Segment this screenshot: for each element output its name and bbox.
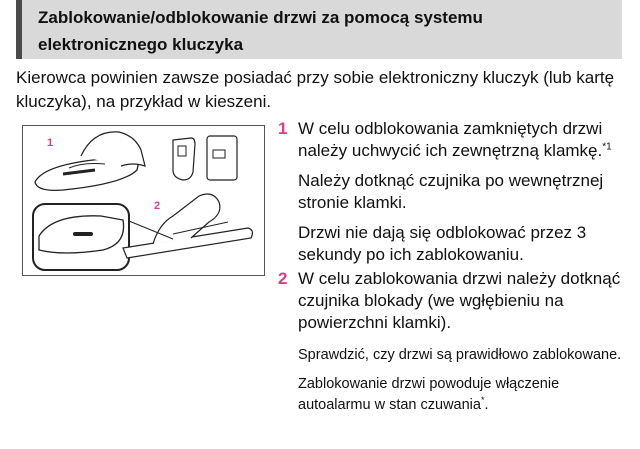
instructions-column bbox=[278, 118, 628, 416]
footnote-mark-star: * bbox=[480, 395, 485, 406]
door-handle-drawing bbox=[23, 126, 266, 277]
step-2 bbox=[278, 268, 628, 334]
note-alarm-text: Zablokowanie drzwi powoduje włączenie autoalarmu w stan czuwania bbox=[298, 376, 560, 413]
step-2-number: 2 bbox=[278, 269, 288, 288]
note-alarm bbox=[278, 374, 628, 416]
intro-paragraph: Kierowca powinien zawsze posiadać przy sobie elektroniczny kluczyk (lub kartę kluczyka), na przykład w kieszeni. bbox=[16, 68, 615, 111]
note-check-locked: Sprawdzić, czy drzwi są prawidłowo zablokowane. bbox=[298, 347, 622, 363]
step-2-text: W celu zablokowania drzwi należy dotknąć czujnika blokady (we wgłębieniu na powierzchni klamki). bbox=[298, 269, 621, 332]
note-alarm-end: . bbox=[484, 397, 489, 413]
step-1-detail-2: Drzwi nie dają się odblokować przez 3 sekundy po ich zablokowaniu. bbox=[298, 223, 587, 264]
step-1-detail-1: Należy dotknąć czujnika po wewnętrznej stronie klamki. bbox=[298, 171, 604, 212]
section-title-line-2: elektronicznego kluczyka bbox=[38, 35, 244, 54]
figure-label-2: 2 bbox=[154, 200, 161, 212]
step-1-text: W celu odblokowania zamkniętych drzwi należy uchwycić ich zewnętrzną klamkę. bbox=[298, 119, 603, 160]
step-1-number: 1 bbox=[278, 119, 288, 138]
figure-label-1: 1 bbox=[47, 137, 54, 149]
door-handle-illustration bbox=[22, 125, 265, 276]
section-header bbox=[16, 0, 622, 59]
section-title-line-1: Zablokowanie/odblokowanie drzwi za pomocą systemu bbox=[38, 8, 483, 27]
step-1 bbox=[278, 118, 628, 162]
footnote-mark-1: *1 bbox=[602, 141, 612, 153]
